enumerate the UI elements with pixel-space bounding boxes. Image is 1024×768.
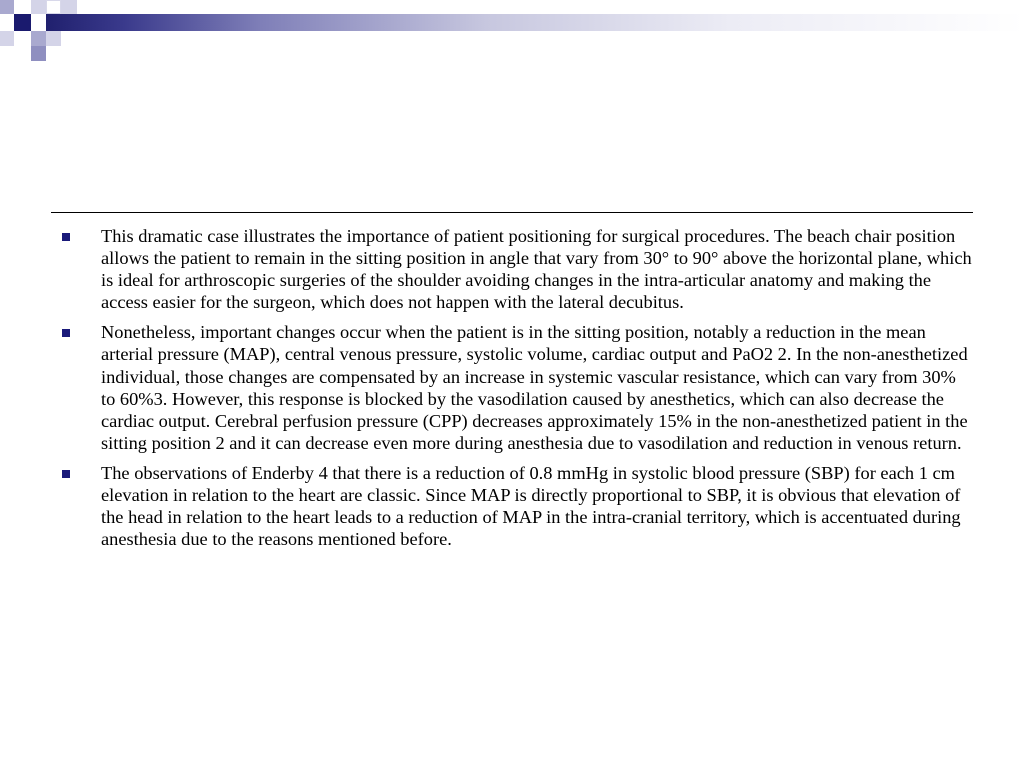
decorative-square	[46, 31, 61, 46]
list-item	[62, 321, 974, 454]
decorative-square	[46, 0, 61, 14]
slide-body	[62, 225, 974, 558]
decorative-square	[0, 0, 14, 14]
square-bullet-icon	[62, 329, 70, 337]
decorative-square	[0, 31, 14, 46]
bullet-text: The observations of Enderby 4 that there is a reduction of 0.8 mmHg in systolic blood pressure (SBP) for each 1 cm elevation in relation to the heart are classic. Since MAP is directly proportional to SBP, it is obvious that elevation of the head in relation to the heart leads to a reduction of MAP in the intra-cranial territory, which is accentuated during anesthesia due to the reasons mentioned before.	[101, 462, 961, 550]
decorative-square	[31, 31, 46, 46]
bullet-list	[62, 225, 974, 550]
decorative-square	[31, 0, 46, 14]
title-divider-rule	[51, 212, 973, 213]
decorative-square	[14, 14, 31, 31]
list-item	[62, 225, 974, 313]
header-gradient-band	[46, 14, 1024, 31]
list-item	[62, 462, 974, 550]
bullet-text: This dramatic case illustrates the importance of patient positioning for surgical procedures. The beach chair position allows the patient to remain in the sitting position in angle that vary from 30° to 90° above the horizontal plane, which is ideal for arthroscopic surgeries of the shoulder avoiding changes in the intra-articular anatomy and making the access easier for the surgeon, which does not happen with the lateral decubitus.	[101, 226, 972, 313]
decorative-square	[31, 46, 46, 61]
square-bullet-icon	[62, 470, 70, 478]
decorative-square	[61, 0, 77, 14]
bullet-text: Nonetheless, important changes occur when the patient is in the sitting position, notably a reduction in the mean arterial pressure (MAP), central venous pressure, systolic volume, cardiac output and PaO2 2. In the non-anesthetized individual, those changes are compensated by an increase in systemic vascular resistance, which can vary from 30% to 60%3. However, this response is blocked by the vasodilation caused by anesthetics, which can also decrease the cardiac output. Cerebral perfusion pressure (CPP) decreases approximately 15% in the non-anesthetized patient in the sitting position 2 and it can decrease even more during anesthesia due to vasodilation and reduction in venous return.	[101, 322, 968, 453]
square-bullet-icon	[62, 233, 70, 241]
